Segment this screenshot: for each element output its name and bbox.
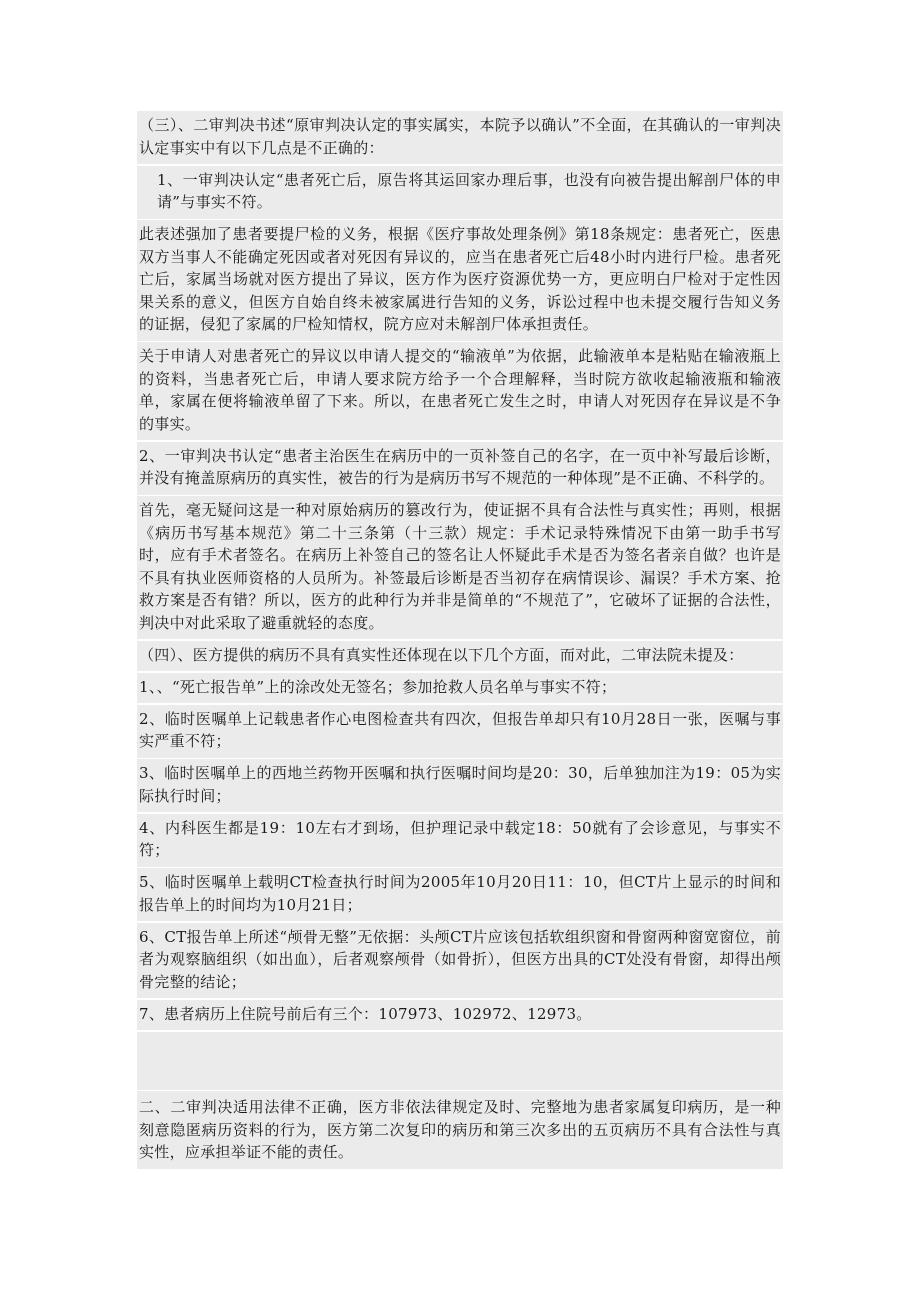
document-body (137, 111, 783, 1170)
list-item-admission-number: 7、患者病历上住院号前后有三个：107973、102972、12973。 (137, 1000, 783, 1031)
paragraph-section-four-heading: （四）、医方提供的病历不具有真实性还体现在以下几个方面，而对此，二审法院未提及： (137, 641, 783, 672)
list-item-medication-time: 3、临时医嘱单上的西地兰药物开医嘱和执行医嘱时间均是20：30，后单独加注为19：05为实际执行时间； (137, 759, 783, 812)
paragraph-section-two-law: 二、二审判决适用法律不正确，医方非依法律规定及时、完整地为患者家属复印病历，是一种刻意隐匿病历资料的行为，医方第二次复印的病历和第三次多出的五页病历不具有合法性与真实性，应承担举证不能的责任。 (137, 1091, 783, 1169)
blank-spacer (137, 1032, 783, 1090)
paragraph-item-1: 1、一审判决认定“患者死亡后，原告将其运回家办理后事，也没有向被告提出解剖尸体的申请”与事实不符。 (137, 166, 783, 219)
paragraph-infusion-sheet: 关于申请人对患者死亡的异议以申请人提交的“输液单”为依据，此输液单本是粘贴在输液瓶上的资料，当患者死亡后，申请人要求院方给予一个合理解释，当时院方欲收起输液瓶和输液单，家属在便将输液单留了下来。所以，在患者死亡发生之时，申请人对死因存在异议是不争的事实。 (137, 342, 783, 440)
paragraph-item-2: 2、一审判决书认定“患者主治医生在病历中的一页补签自己的名字，在一页中补写最后诊断，并没有掩盖原病历的真实性，被告的行为是病历书写不规范的一种体现”是不正确、不科学的。 (137, 442, 783, 495)
list-item-ct-report: 6、CT报告单上所述“颅骨无整”无依据：头颅CT片应该包括软组织窗和骨窗两种窗宽窗位，前者为观察脑组织（如出血），后者观察颅骨（如骨折），但医方出具的CT处没有骨窗，却得出颅骨完整的结论； (137, 923, 783, 999)
paragraph-section-three-heading: （三）、二审判决书述“原审判决认定的事实属实，本院予以确认”不全面，在其确认的一审判决认定事实中有以下几点是不正确的： (137, 111, 783, 164)
list-item-consultation: 4、内科医生都是19：10左右才到场，但护理记录中载定18：50就有了会诊意见，与事实不符； (137, 814, 783, 867)
list-item-ecg: 2、临时医嘱单上记载患者作心电图检查共有四次，但报告单却只有10月28日一张，医嘱与事实严重不符； (137, 705, 783, 758)
list-item-ct-time: 5、临时医嘱单上载明CT检查执行时间为2005年10月20日11：10，但CT片上显示的时间和报告单上的时间均为10月21日； (137, 868, 783, 921)
paragraph-record-tampering: 首先，毫无疑问这是一种对原始病历的篡改行为，使证据不具有合法性与真实性；再则，根据《病历书写基本规范》第二十三条第（十三款）规定：手术记录特殊情况下由第一助手书写时，应有手术者签名。在病历上补签自己的签名让人怀疑此手术是否为签名者亲自做？也许是不具有执业医师资格的人员所为。补签最后诊断是否当初存在病情误诊、漏误？手术方案、抢救方案是否有错？所以，医方的此种行为并非是简单的“不规范了”，它破坏了证据的合法性，判决中对此采取了避重就轻的态度。 (137, 496, 783, 639)
paragraph-autopsy-argument: 此表述强加了患者要提尸检的义务，根据《医疗事故处理条例》第18条规定：患者死亡，医患双方当事人不能确定死因或者对死因有异议的，应当在患者死亡后48小时内进行尸检。患者死亡后，家属当场就对医方提出了异议，医方作为医疗资源优势一方，更应明白尸检对于定性因果关系的意义，但医方自始自终未被家属进行告知的义务，诉讼过程中也未提交履行告知义务的证据，侵犯了家属的尸检知情权，院方应对未解剖尸体承担责任。 (137, 220, 783, 341)
list-item-death-report: 1、、“死亡报告单”上的涂改处无签名；参加抢救人员名单与事实不符； (137, 673, 783, 704)
